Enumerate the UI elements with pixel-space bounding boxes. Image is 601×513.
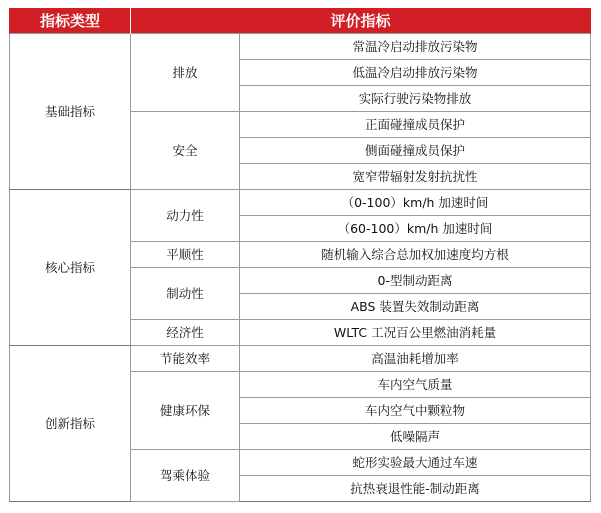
indicator-cell: 侧面碰撞成员保护	[240, 138, 591, 164]
indicator-cell: 宽窄带辐射发射抗扰性	[240, 164, 591, 190]
indicator-cell: 随机输入综合总加权加速度均方根	[240, 242, 591, 268]
indicator-cell: （0-100）km/h 加速时间	[240, 190, 591, 216]
subcategory-cell: 驾乘体验	[131, 450, 240, 502]
table-row	[10, 34, 591, 60]
subcategory-cell: 动力性	[131, 190, 240, 242]
indicator-cell: 车内空气中颗粒物	[240, 398, 591, 424]
indicator-cell: 高温油耗增加率	[240, 346, 591, 372]
indicator-cell: ABS 装置失效制动距离	[240, 294, 591, 320]
subcategory-cell: 经济性	[131, 320, 240, 346]
indicator-cell: （60-100）km/h 加速时间	[240, 216, 591, 242]
indicator-cell: WLTC 工况百公里燃油消耗量	[240, 320, 591, 346]
subcategory-cell: 健康环保	[131, 372, 240, 450]
table-row	[10, 190, 591, 216]
table-row	[10, 346, 591, 372]
indicator-cell: 实际行驶污染物排放	[240, 86, 591, 112]
indicator-cell: 常温冷启动排放污染物	[240, 34, 591, 60]
category-cell: 核心指标	[10, 190, 131, 346]
evaluation-indicator-table	[9, 8, 591, 502]
subcategory-cell: 安全	[131, 112, 240, 190]
indicator-cell: 低温冷启动排放污染物	[240, 60, 591, 86]
subcategory-cell: 制动性	[131, 268, 240, 320]
indicator-cell: 车内空气质量	[240, 372, 591, 398]
category-cell: 基础指标	[10, 34, 131, 190]
category-cell: 创新指标	[10, 346, 131, 502]
table-header-row	[10, 8, 591, 34]
indicator-cell: 抗热衰退性能-制动距离	[240, 476, 591, 502]
header-evaluation-indicator: 评价指标	[131, 8, 591, 34]
indicator-table-container	[9, 8, 590, 502]
indicator-cell: 0-型制动距离	[240, 268, 591, 294]
subcategory-cell: 平顺性	[131, 242, 240, 268]
indicator-cell: 正面碰撞成员保护	[240, 112, 591, 138]
indicator-cell: 低噪隔声	[240, 424, 591, 450]
subcategory-cell: 排放	[131, 34, 240, 112]
header-indicator-type: 指标类型	[10, 8, 131, 34]
subcategory-cell: 节能效率	[131, 346, 240, 372]
indicator-cell: 蛇形实验最大通过车速	[240, 450, 591, 476]
